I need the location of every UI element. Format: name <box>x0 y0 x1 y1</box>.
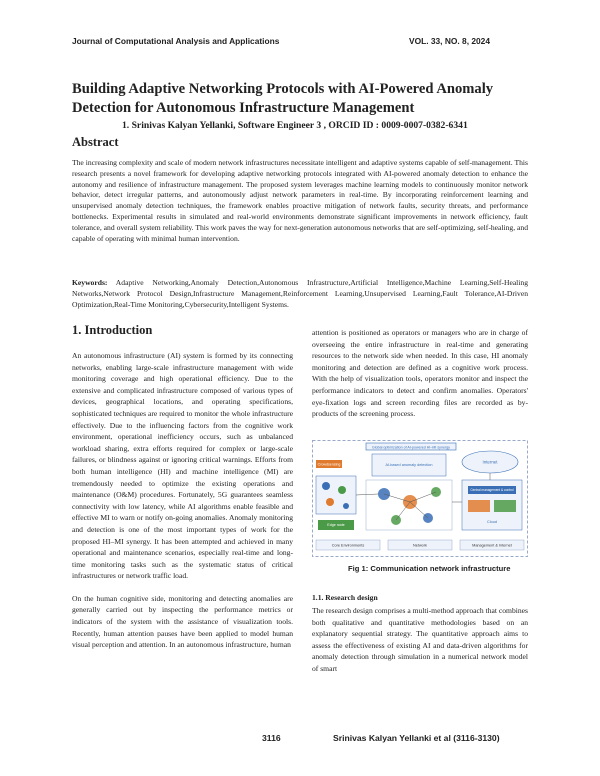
figure-devices-panel <box>316 476 356 514</box>
volume-info: VOL. 33, NO. 8, 2024 <box>409 36 490 46</box>
figure-cloud-label: Cloud <box>487 520 497 524</box>
paragraph: On the human cognitive side, monitoring and detecting anomalies are generally carried out by inspecting the performance metrics or indicators of the system with the assistance of visualization tools. Recently, human attention pauses have been applied to model human visual perception and attention. In an autonomous infrastructure, human <box>72 593 293 650</box>
figure-ai-label: AI-based anomaly detection <box>385 463 433 467</box>
footer-citation: Srinivas Kalyan Yellanki et al (3116-3130) <box>333 733 500 743</box>
abstract-heading: Abstract <box>72 135 119 149</box>
keywords <box>72 278 528 310</box>
paragraph: attention is positioned as operators or managers who are in charge of overseeing the entire infrastructure in real-time and generating resources to the network side when needed. In this case, HI anomaly monitoring and detection are defined as a cognitive work process. With the help of visualization tools, operators monitor and inspect the performance indicators to detect and confirm anomalies. Operators' eye-fixation logs and screen recording files are recorded as by-products of the screening process. <box>312 328 528 419</box>
figure-bottom-label-2: Network <box>413 543 427 548</box>
right-column-top <box>312 327 528 420</box>
figure-caption: Fig 1: Communication network infrastructure <box>348 564 511 573</box>
figure-bottom-label-1: Core Environments <box>331 543 365 548</box>
paragraph: An autonomous infrastructure (AI) system is formed by its connecting networks, enabling large-scale infrastructure management with wide monitoring coverage and high operational efficiency. Due to the extensive and complicated infrastructure composed of various types of devices, geographical locations, and operating specifications, sophisticated techniques are required to monitor the whole infrastructure effectively. Due to the influencing factors from the cognitive work environment, operational inefficiency occurs, such as unbalanced workload sharing, extra efforts required for complex or large-scale failures, or blindness against or ignoring critical warnings. Efforts from both human intelligence (HI) and machine intelligence (MI) are tremendously needed to optimize the existing operations and maintenance (O&M) procedures. Fortunately, 5G guarantees seamless connectivity with low latency, while AI algorithms enable feasible and effective MI to warn or notify on-going anomalies. Anomaly monitoring and detection is one of the most important types of work for the proposed HI–MI synergy. It has been attempted and achieved in many operational and maintenance scenarios, especially real-time and long-time monitoring tasks such as the systematic status of critical infrastructures or network traffic load. <box>72 351 293 581</box>
figure-node-icon <box>322 482 330 490</box>
subsection-heading-research-design: 1.1. Research design <box>312 593 378 602</box>
figure-crowd-label: Crowdsensing <box>317 462 341 467</box>
page-number: 3116 <box>262 733 281 743</box>
abstract-text: The increasing complexity and scale of modern network infrastructures necessitate intelligent and adaptive systems capable of self-management. This research presents a novel framework for developing adaptive networking protocols integrated with AI-powered anomaly detection to enhance the autonomy and resilience of infrastructure management. The proposed system leverages machine learning models to continuously monitor network behavior, detect irregular patterns, and autonomously adjust network parameters in real-time. By incorporating reinforcement learning and unsupervised anomaly detection techniques, the framework enables proactive mitigation of network faults, security threats, and performance bottlenecks. Experimental results in simulated and real-world environments demonstrate significant improvements in network efficiency, fault tolerance, and overall system reliability. This work paves the way for next-generation autonomous networks that are self-optimizing, self-healing, and capable of operating with minimal human intervention. <box>72 158 528 243</box>
figure-network-infrastructure <box>312 440 528 557</box>
figure-bottom-label-3: Management & Internet <box>472 543 512 548</box>
paragraph: The research design comprises a multi-method approach that combines both qualitative and quantitative methodologies based on an explanatory sequential strategy. The quantitative approach aims to assess the effectiveness of existing AI and data-driven algorithms for anomaly detection through simulation in a numerical network model of smart <box>312 606 528 673</box>
figure-edge-label: Edge node <box>327 523 345 528</box>
right-column-bottom <box>312 605 528 675</box>
figure-server-icon <box>494 500 516 512</box>
figure-server-icon <box>468 500 490 512</box>
author-line: 1. Srinivas Kalyan Yellanki, Software Engineer 3 , ORCID ID : 0009-0007-0382-6341 <box>122 120 468 131</box>
figure-top-label: Global optimization of AI-powered HI–MI synergy <box>372 445 450 450</box>
left-column <box>72 350 293 651</box>
figure-node-icon <box>338 486 346 494</box>
figure-internet-label: Internet <box>482 459 498 465</box>
figure-node-icon <box>326 498 334 506</box>
figure-node-icon <box>343 503 349 509</box>
figure-central-label: Central management & control <box>470 488 514 493</box>
section-heading-introduction: 1. Introduction <box>72 323 153 337</box>
journal-name: Journal of Computational Analysis and Applications <box>72 36 280 46</box>
keywords-text: Adaptive Networking,Anomaly Detection,Autonomous Infrastructure,Artificial Intelligence,Machine Learning,Self-Healing Networks,Network Protocol Design,Infrastructure Management,Reinforcement Learning,Unsupervised Learning,Fault Tolerance,AI-Driven Optimization,Real-Time Monitoring,Cybersecurity,Intelligent Systems. <box>72 278 528 309</box>
paper-title: Building Adaptive Networking Protocols with AI-Powered Anomaly Detection for Autonomous Infrastructure Management <box>72 81 494 116</box>
keywords-label: Keywords: <box>72 278 108 287</box>
